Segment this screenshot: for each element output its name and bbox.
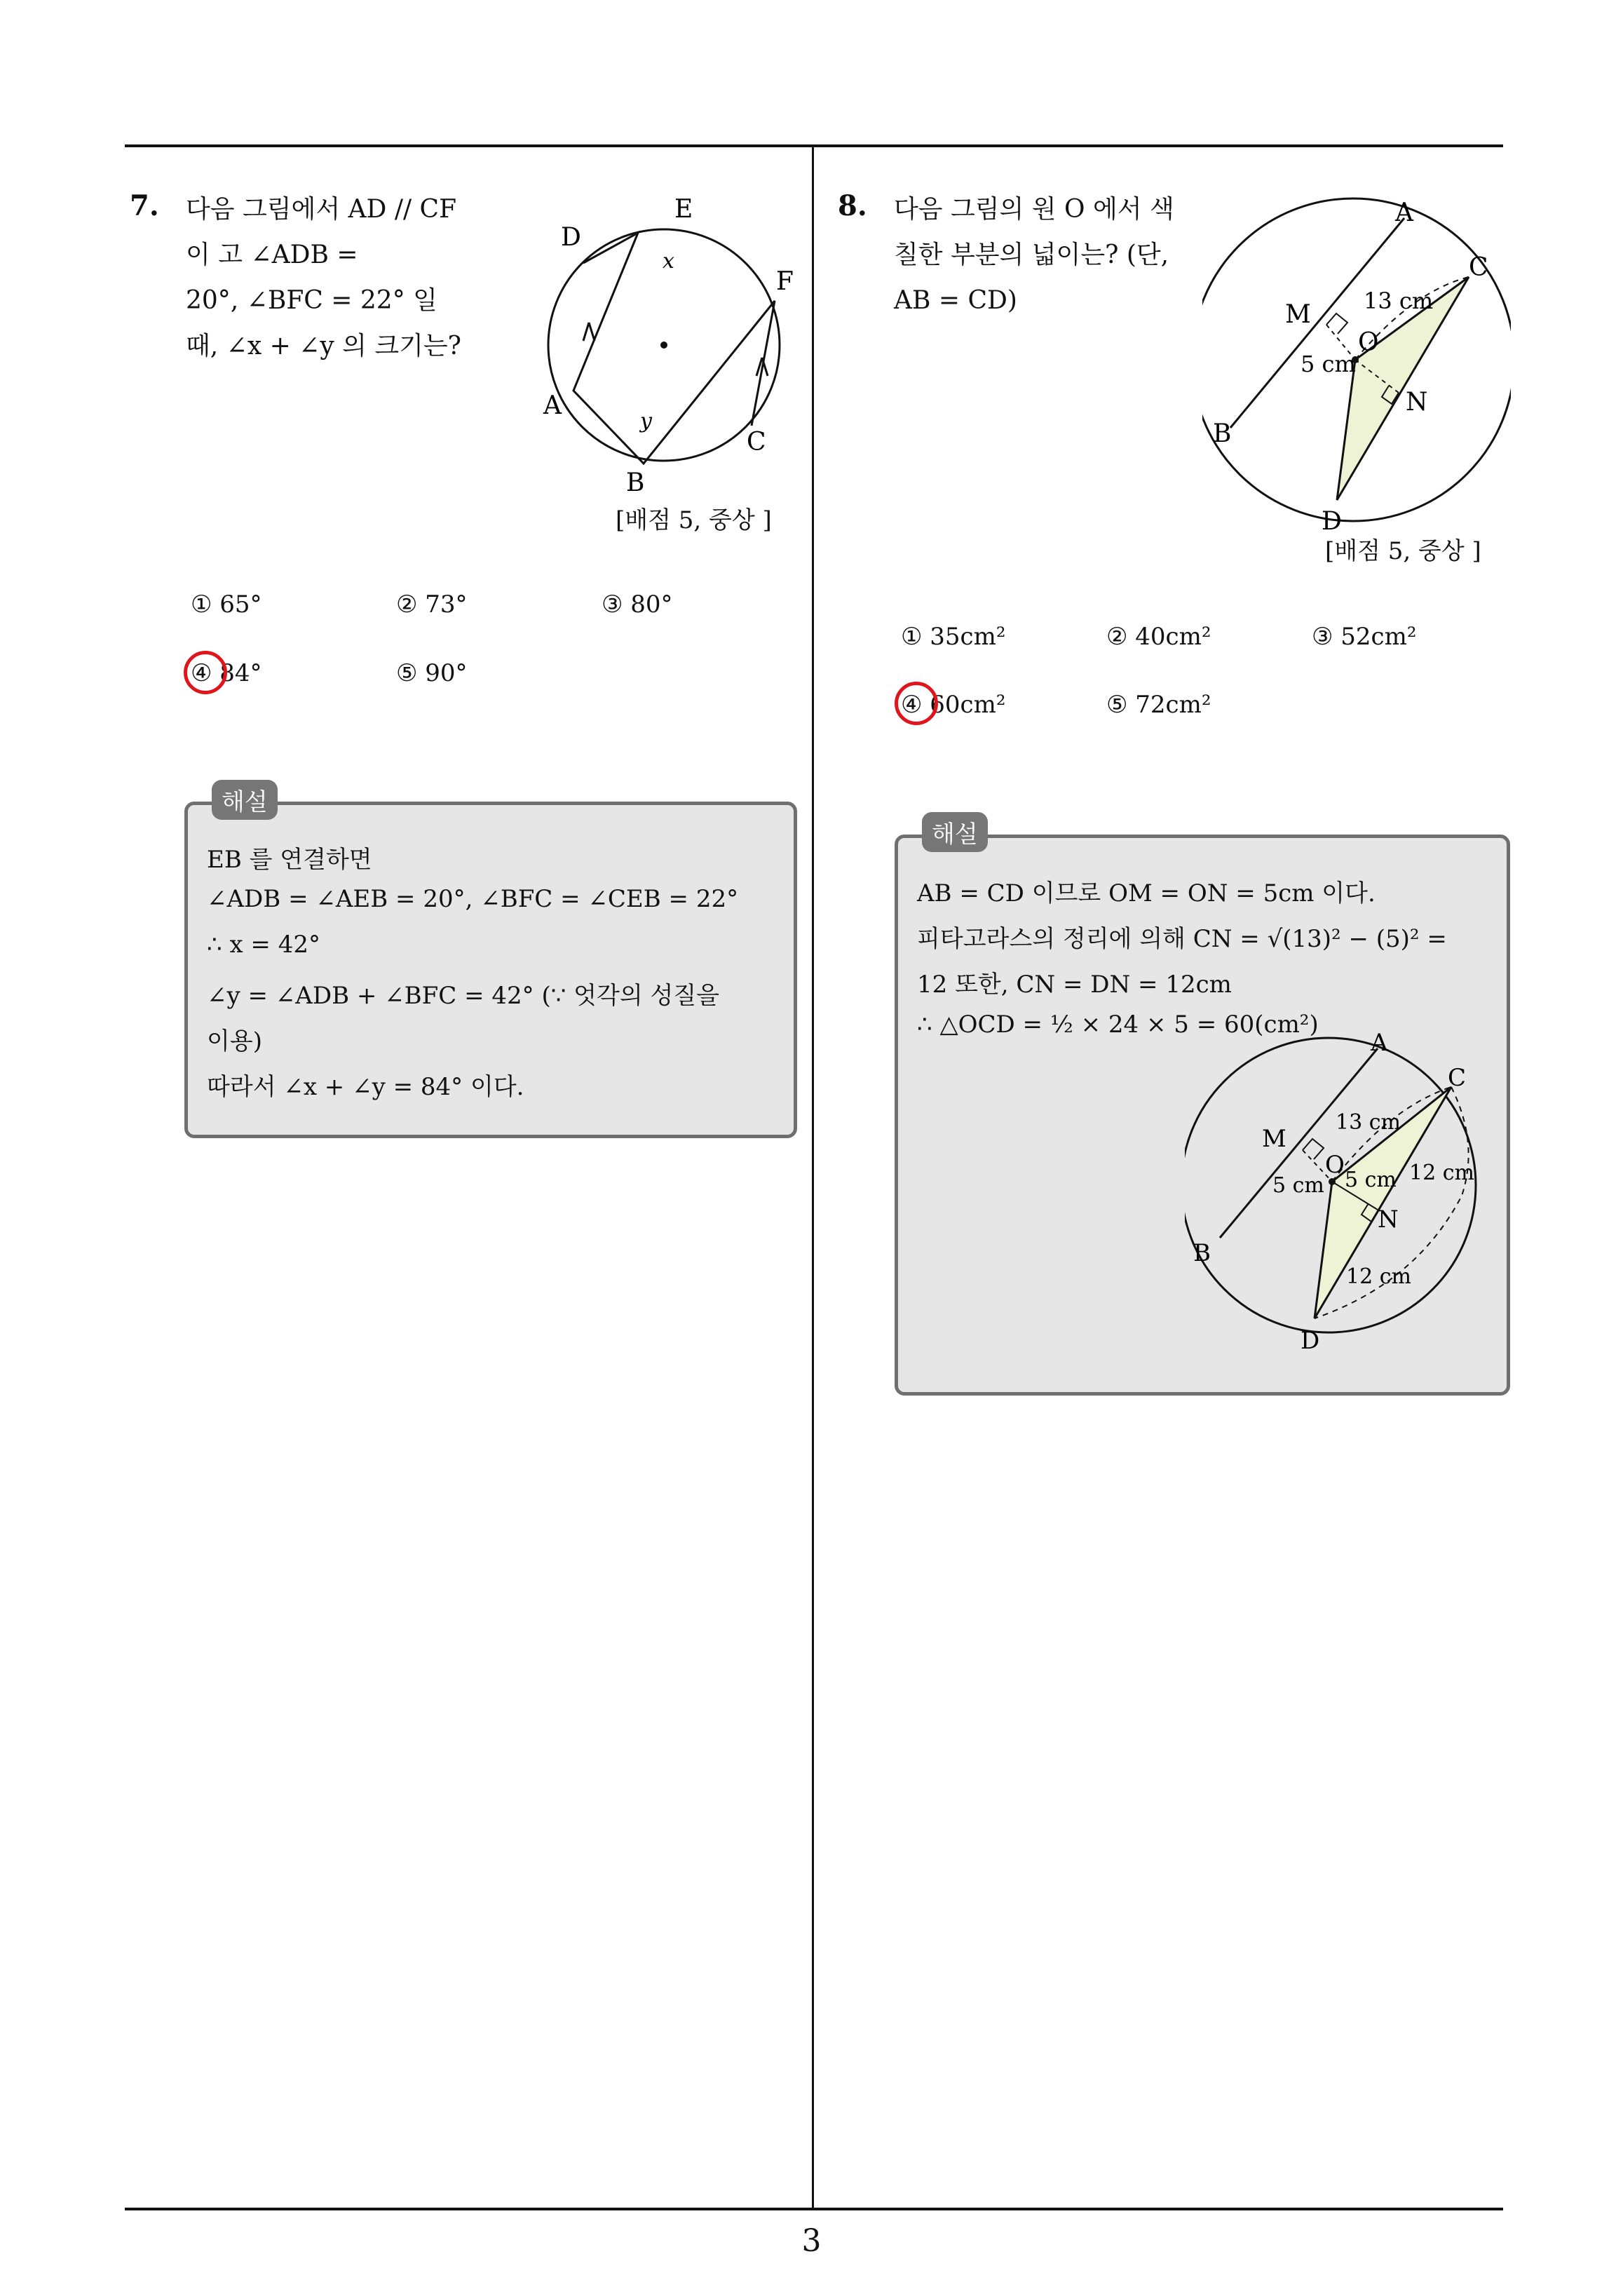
q7-question-text (186, 187, 501, 369)
label-B: B (1193, 1239, 1211, 1267)
page-number: 3 (801, 2223, 822, 2259)
q8-solution-line: AB = CD 이므로 OM = ON = 5cm 이다. (917, 879, 1376, 907)
q7-choice-2[interactable]: ② 73° (396, 590, 468, 619)
label-B: B (626, 468, 645, 497)
label-B: B (1213, 419, 1232, 448)
q8-circle-figure (1202, 193, 1511, 529)
q7-text-line: 때, ∠x + ∠y 의 크기는? (186, 332, 461, 360)
q7-number: 7. (130, 189, 159, 222)
label-A: A (1395, 198, 1413, 227)
q7-text-line: 20°, ∠BFC = 22° 일 (186, 286, 437, 315)
q7-score: [배점 5, 중상 ] (616, 506, 772, 534)
label-F: F (776, 267, 794, 296)
label-A: A (1371, 1029, 1388, 1057)
q8-solution-figure (1185, 1024, 1493, 1353)
q8-choice-4[interactable]: ④ 60cm² (901, 691, 1006, 719)
label-D: D (1301, 1327, 1320, 1353)
q7-solution-line: 따라서 ∠x + ∠y = 84° 이다. (207, 1073, 524, 1101)
label-A: A (543, 391, 562, 420)
label-D: D (1322, 507, 1342, 529)
label-C: C (747, 428, 766, 457)
label-D: D (561, 223, 581, 252)
q7-choice-5[interactable]: ⑤ 90° (396, 659, 468, 687)
q8-text-line: 다음 그림의 원 O 에서 색 (894, 195, 1174, 224)
q7-answer-mark (184, 651, 227, 694)
label-y: y (640, 409, 652, 433)
q7-choice-1[interactable]: ① 65° (191, 590, 262, 619)
q8-number: 8. (838, 189, 867, 222)
q7-solution-line: 이용) (207, 1027, 262, 1055)
q8-solution-line: 12 또한, CN = DN = 12cm (917, 971, 1232, 999)
q8-solution-line: 피타고라스의 정리에 의해 CN = √(13)² − (5)² = (917, 925, 1447, 953)
q7-choice-4[interactable]: ④ 84° (191, 659, 262, 687)
q8-choice-1[interactable]: ① 35cm² (901, 623, 1006, 651)
label-O: O (1358, 328, 1379, 357)
label-12cm-b: 12 cm (1346, 1264, 1411, 1289)
label-13cm: 13 cm (1364, 288, 1434, 314)
q7-solution-line: EB 를 연결하면 (207, 846, 372, 874)
q8-answer-mark (895, 682, 938, 725)
q8-choice-5[interactable]: ⑤ 72cm² (1106, 691, 1211, 719)
label-x: x (663, 249, 674, 274)
q7-circle-figure (526, 189, 806, 505)
q7-solution-line: ∴ x = 42° (207, 931, 320, 959)
q7-text-line: 이 고 ∠ADB = (186, 241, 358, 269)
q7-text-line: 다음 그림에서 AD // CF (186, 195, 457, 224)
label-5cm: 5 cm (1301, 351, 1356, 377)
label-E: E (674, 195, 693, 224)
label-M: M (1262, 1125, 1286, 1153)
label-N: N (1406, 388, 1428, 417)
q8-solution-tab: 해설 (922, 812, 988, 852)
q7-choice-3[interactable]: ③ 80° (602, 590, 673, 619)
label-13cm: 13 cm (1336, 1110, 1401, 1135)
q7-solution-line: ∠ADB = ∠AEB = 20°, ∠BFC = ∠CEB = 22° (207, 885, 739, 913)
label-C: C (1469, 253, 1488, 282)
label-12cm: 12 cm (1409, 1161, 1474, 1185)
q8-choice-3[interactable]: ③ 52cm² (1312, 623, 1417, 651)
q8-text-line: AB = CD) (894, 286, 1017, 315)
q8-score: [배점 5, 중상 ] (1325, 537, 1481, 565)
label-C: C (1448, 1064, 1467, 1092)
label-O: O (1325, 1151, 1345, 1179)
q7-solution-tab: 해설 (212, 780, 278, 820)
q8-choice-2[interactable]: ② 40cm² (1106, 623, 1211, 651)
q8-text-line: 칠한 부분의 넓이는? (단, (894, 241, 1169, 269)
label-5cm: 5 cm (1272, 1173, 1324, 1198)
label-N: N (1378, 1206, 1399, 1234)
top-rule (125, 144, 1503, 147)
q8-question-text (894, 187, 1202, 323)
label-5cm-b: 5 cm (1345, 1168, 1397, 1192)
q7-solution-line: ∠y = ∠ADB + ∠BFC = 42° (∵ 엇각의 성질을 (207, 982, 720, 1010)
column-divider (812, 144, 814, 2210)
q8-solution-line: ∴ △OCD = ½ × 24 × 5 = 60(cm²) (917, 1011, 1319, 1039)
label-M: M (1285, 300, 1311, 329)
bottom-rule (125, 2208, 1503, 2210)
